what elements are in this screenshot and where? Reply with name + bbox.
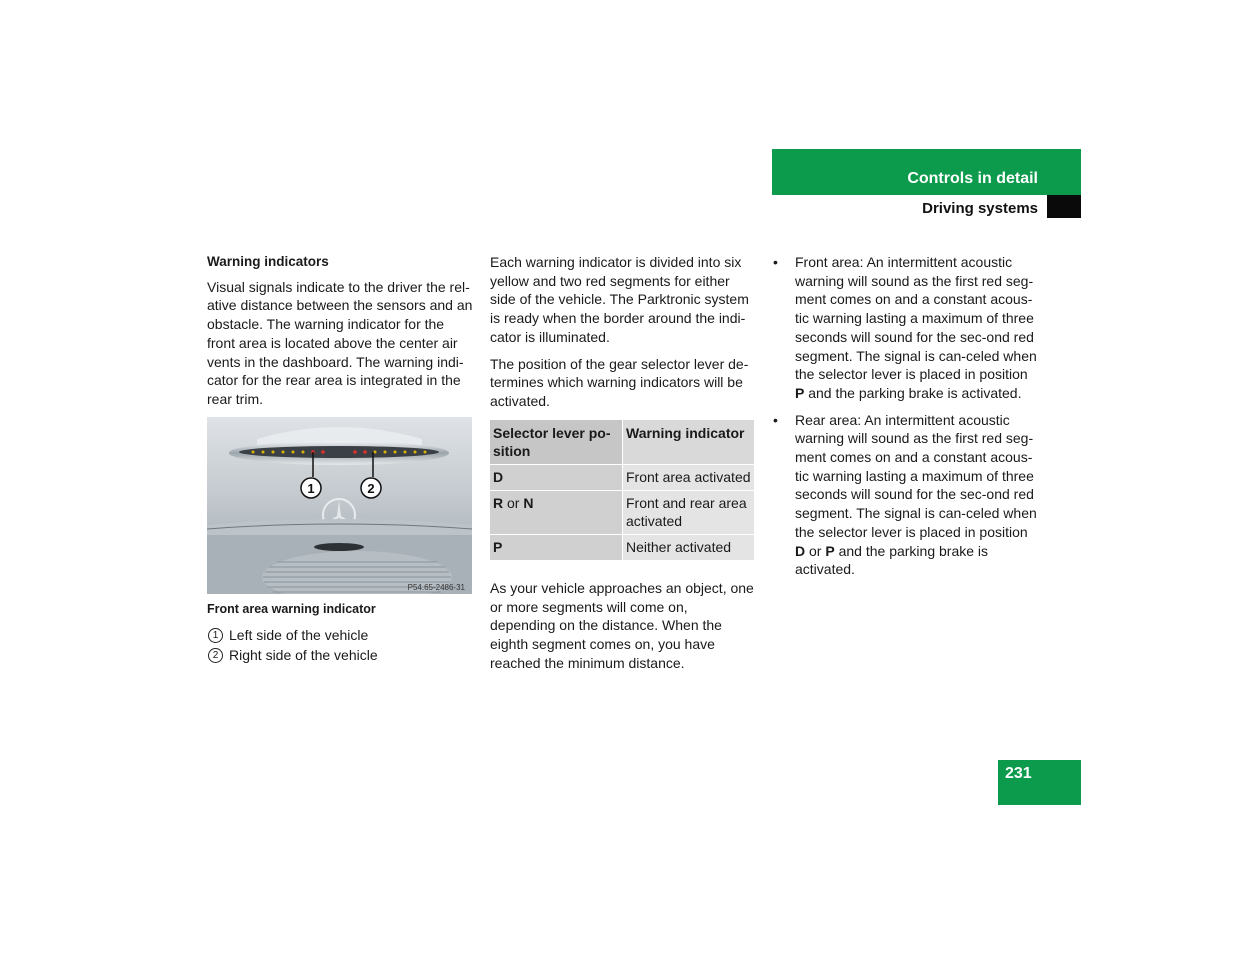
- table-row: [490, 491, 754, 534]
- intro-paragraph: Visual signals indicate to the driver the rel-ative distance between the sensors and an obstacle. The warning indicator for the front area is located above the center air vents in the dashboard. The warning indi-cator for the rear area is integrated in the rear trim.: [207, 278, 473, 407]
- list-item: • Front area: An intermittent acoustic warning will sound as the first red seg-ment comes on and a constant acous-tic warning lasting a maximum of three seconds will sound for the sec-ond red segment. The signal is can-celed when the selector lever is placed in position P and the parking brake is activated.: [773, 254, 1037, 401]
- table-header-cell: Warning indicator: [623, 420, 754, 464]
- legend-text: Right side of the vehicle: [229, 647, 378, 664]
- table-row: [490, 465, 754, 490]
- table-cell-position: R or N: [490, 491, 622, 534]
- figure-code: P54.65-2486-31: [407, 582, 465, 592]
- column-middle: [490, 253, 755, 680]
- column-left: [207, 253, 473, 666]
- callout-2-label: 2: [367, 480, 375, 496]
- callout-1-label: 1: [307, 480, 315, 496]
- legend-text: Left side of the vehicle: [229, 627, 369, 644]
- page-number: 231: [998, 760, 1081, 805]
- legend-number: 1: [208, 628, 223, 643]
- table-cell-position: D: [490, 465, 622, 490]
- section-title: Controls in detail: [907, 170, 1038, 187]
- legend-number: 2: [208, 648, 223, 663]
- table-row: [490, 535, 754, 560]
- segments-paragraph: Each warning indicator is divided into six yellow and two red segments for either side of the vehicle. The Parktronic system is ready when the border around the indi-cator is illuminated.: [490, 254, 749, 345]
- section-header: [772, 149, 1081, 195]
- figure-caption: Front area warning indicator: [207, 601, 376, 616]
- heading-warning-indicators: Warning indicators: [207, 254, 329, 269]
- column-right: [773, 253, 1039, 587]
- table-header-cell: Selector lever po-sition: [490, 420, 622, 464]
- bullet-icon: •: [773, 411, 778, 428]
- warning-list: [773, 253, 1039, 579]
- selector-paragraph: The position of the gear selector lever de-termines which warning indicators will be activated.: [490, 355, 749, 409]
- table-cell-position: P: [490, 535, 622, 560]
- table-cell-indicator: Front area activated: [623, 465, 754, 490]
- dashboard-illustration: [207, 417, 472, 594]
- selector-table: [489, 419, 755, 561]
- warning-indicator-photo: [207, 417, 472, 594]
- list-item: • Rear area: An intermittent acoustic warning will sound as the first red seg-ment comes on and a constant acous-tic warning lasting a maximum of three seconds will sound for the sec-ond red segment. The signal is can-celed when the selector lever is placed in position D or P and the parking brake is activated.: [773, 411, 1037, 578]
- table-cell-indicator: Neither activated: [623, 535, 754, 560]
- legend-item: [207, 626, 473, 645]
- table-cell-indicator: Front and rear area activated: [623, 491, 754, 534]
- bullet-icon: •: [773, 254, 778, 270]
- subsection-title: Driving systems: [922, 200, 1038, 217]
- approach-paragraph: As your vehicle approaches an object, one or more segments will come on, depending on the distance. When the eighth segment comes on, you have reached the minimum distance.: [490, 579, 754, 671]
- table-header-row: [490, 420, 754, 464]
- legend-item: [207, 646, 473, 665]
- header-marker: [1047, 195, 1081, 218]
